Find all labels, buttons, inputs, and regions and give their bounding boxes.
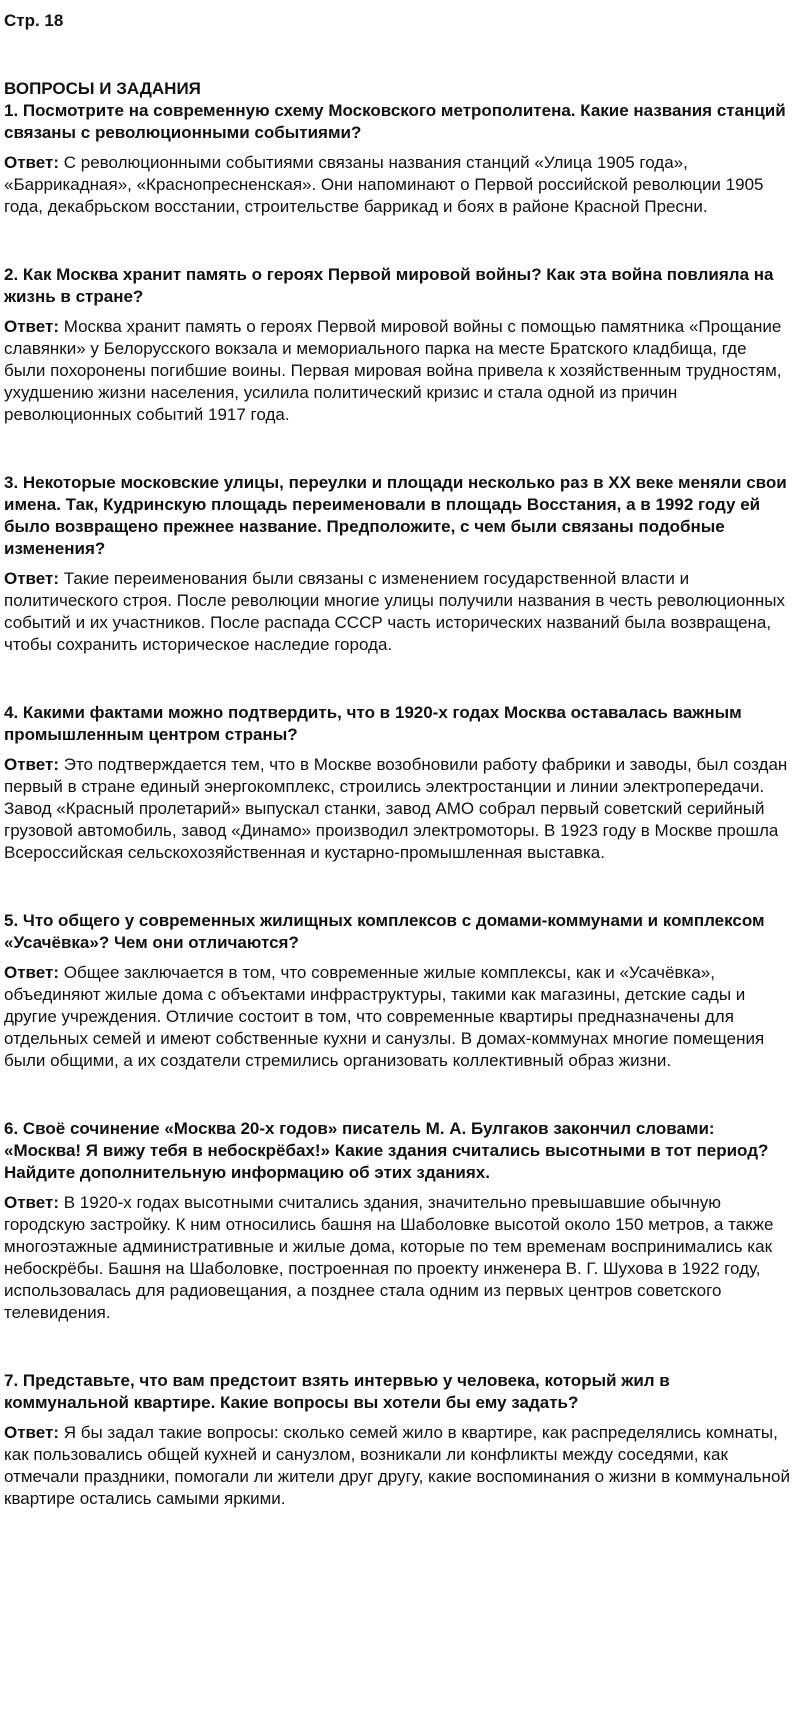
answer-4 bbox=[4, 754, 790, 864]
answer-5 bbox=[4, 962, 790, 1072]
answer-6 bbox=[4, 1192, 790, 1324]
answer-label: Ответ: bbox=[4, 569, 59, 588]
answer-7 bbox=[4, 1422, 790, 1510]
answer-text: В 1920-х годах высотными считались здания, значительно превышавшие обычную городскую застройку. К ним относились башня на Шаболовке высотой около 150 метров, а также многоэтажные административные и жилые дома, которые по тем временам воспринимались как небоскрёбы. Башня на Шаболовке, построенная по проекту инженера В. Г. Шухова в 1922 году, использовалась для радиовещания, а позднее стала одним из первых центров советского телевидения. bbox=[4, 1193, 774, 1322]
answer-text: Это подтверждается тем, что в Москве возобновили работу фабрики и заводы, был создан первый в стране единый энергокомплекс, строились электростанции и линии электропередачи. Завод «Красный пролетарий» выпускал станки, завод АМО собрал первый советский серийный грузовой автомобиль, завод «Динамо» производил электромоторы. В 1923 году в Москве прошла Всероссийская сельскохозяйственная и кустарно-промышленная выставка. bbox=[4, 755, 788, 862]
answer-label: Ответ: bbox=[4, 755, 59, 774]
question-2: 2. Как Москва хранит память о героях Первой мировой войны? Как эта война повлияла на жизнь в стране? bbox=[4, 265, 774, 306]
answer-label: Ответ: bbox=[4, 1423, 59, 1442]
spacer bbox=[4, 656, 790, 702]
answer-text: Такие переименования были связаны с изменением государственной власти и политического строя. После революции многие улицы получили названия в честь революционных событий и их участников. После распада СССР часть исторических названий была возвращена, чтобы сохранить историческое наследие города. bbox=[4, 569, 785, 654]
spacer bbox=[4, 864, 790, 910]
answer-text: Я бы задал такие вопросы: сколько семей жило в квартире, как распределялись комнаты, как пользовались общей кухней и санузлом, возникали ли конфликты между соседями, как отмечали праздники, помогали ли жители друг другу, какие воспоминания о жизни в коммунальной квартире остались самыми яркими. bbox=[4, 1423, 790, 1508]
spacer bbox=[4, 426, 790, 472]
answer-text: С революционными событиями связаны названия станций «Улица 1905 года», «Баррикадная», «Краснопресненская». Они напоминают о Первой российской революции 1905 года, декабрьском восстании, строительстве баррикад и боях в районе Красной Пресни. bbox=[4, 153, 764, 216]
question-7: 7. Представьте, что вам предстоит взять интервью у человека, который жил в коммунальной квартире. Какие вопросы вы хотели бы ему задать? bbox=[4, 1371, 670, 1412]
answer-text: Общее заключается в том, что современные жилые комплексы, как и «Усачёвка», объединяют жилые дома с объектами инфраструктуры, такими как магазины, детские сады и другие учреждения. Отличие состоит в том, что современные квартиры предназначены для отдельных семей и имеют собственные кухни и санузлы. В домах-коммунах многие помещения были общими, а их создатели стремились организовать коллективный образ жизни. bbox=[4, 963, 765, 1070]
qa-item-3 bbox=[4, 472, 790, 656]
answer-2 bbox=[4, 316, 790, 426]
qa-item-2 bbox=[4, 264, 790, 426]
spacer bbox=[4, 1324, 790, 1370]
qa-item-4 bbox=[4, 702, 790, 864]
answer-3 bbox=[4, 568, 790, 656]
question-3: 3. Некоторые московские улицы, переулки и площади несколько раз в XX веке меняли свои имена. Так, Кудринскую площадь переименовали в площадь Восстания, а в 1992 году ей было возвращено прежнее название. Предположите, с чем были связаны подобные изменения? bbox=[4, 473, 787, 558]
qa-item-6 bbox=[4, 1118, 790, 1324]
answer-label: Ответ: bbox=[4, 963, 59, 982]
answer-label: Ответ: bbox=[4, 317, 59, 336]
question-6: 6. Своё сочинение «Москва 20-х годов» писатель М. А. Булгаков закончил словами: «Москва! Я вижу тебя в небоскрёбах!» Какие здания считались высотными в тот период? Найдите дополнительную информацию об этих зданиях. bbox=[4, 1119, 769, 1182]
section-title: ВОПРОСЫ И ЗАДАНИЯ bbox=[4, 79, 201, 98]
question-4: 4. Какими фактами можно подтвердить, что в 1920-х годах Москва оставалась важным промышленным центром страны? bbox=[4, 703, 742, 744]
answer-label: Ответ: bbox=[4, 153, 59, 172]
qa-item-5 bbox=[4, 910, 790, 1072]
spacer bbox=[4, 218, 790, 264]
spacer bbox=[4, 1072, 790, 1118]
question-5: 5. Что общего у современных жилищных комплексов с домами-коммунами и комплексом «Усачёвка»? Чем они отличаются? bbox=[4, 911, 765, 952]
answer-text: Москва хранит память о героях Первой мировой войны с помощью памятника «Прощание славянки» у Белорусского вокзала и мемориального парка на месте Братского кладбища, где были похоронены погибшие воины. Первая мировая война привела к хозяйственным трудностям, ухудшению жизни населения, усилила политический кризис и стала одной из причин революционных событий 1917 года. bbox=[4, 317, 782, 424]
question-1: 1. Посмотрите на современную схему Московского метрополитена. Какие названия станций связаны с революционными событиями? bbox=[4, 101, 786, 142]
qa-item-1 bbox=[4, 100, 790, 218]
answer-1 bbox=[4, 152, 790, 218]
page-number: Стр. 18 bbox=[4, 11, 64, 30]
qa-item-7 bbox=[4, 1370, 790, 1510]
answer-label: Ответ: bbox=[4, 1193, 59, 1212]
